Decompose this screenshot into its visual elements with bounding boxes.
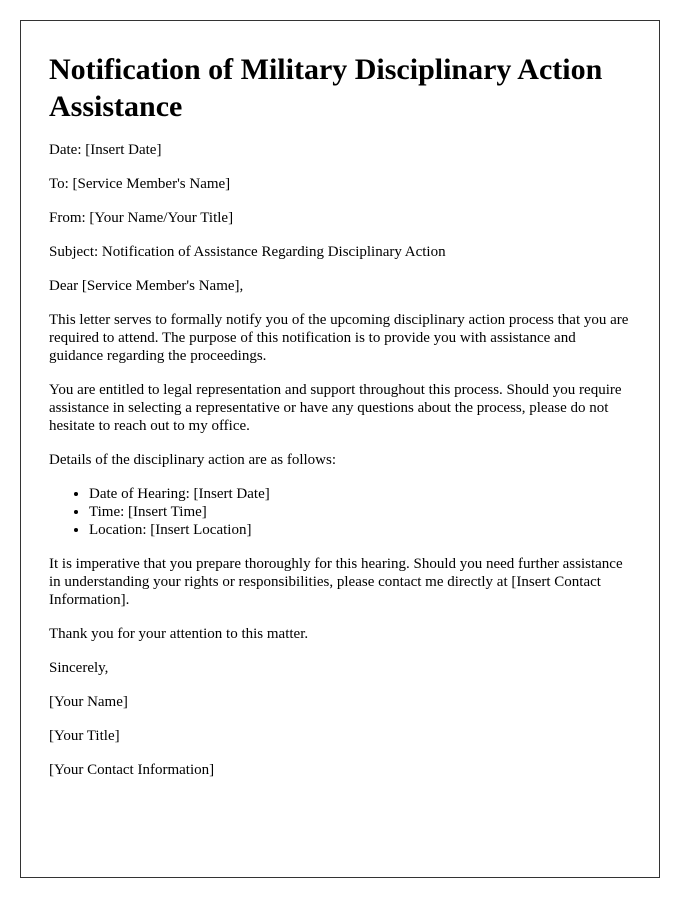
details-list-item: • Location: [Insert Location] bbox=[89, 521, 631, 539]
sign-off: Sincerely, bbox=[49, 660, 109, 676]
from-line: From: [Your Name/Your Title] bbox=[49, 210, 234, 226]
body-paragraph: This letter serves to formally notify you of the upcoming disciplinary action process that you are required to attend. The purpose of this notification is to provide you with assistance and guidance regarding the proceedings. bbox=[49, 312, 629, 364]
to-line: To: [Service Member's Name] bbox=[49, 176, 231, 192]
signature-title: [Your Title] bbox=[49, 728, 120, 744]
date-line: Date: [Insert Date] bbox=[49, 142, 162, 158]
letter-page bbox=[20, 20, 660, 878]
subject-line: Subject: Notification of Assistance Regarding Disciplinary Action bbox=[49, 244, 446, 260]
closing-paragraph: It is imperative that you prepare thoroughly for this hearing. Should you need further assistance in understanding your rights or responsibilities, please contact me directly at [Insert Contact Information]. bbox=[49, 556, 623, 608]
body-paragraph: You are entitled to legal representation and support throughout this process. Should you require assistance in selecting a representative or have any questions about the process, please do not hesitate to reach out to my office. bbox=[49, 382, 622, 434]
details-list bbox=[49, 485, 631, 539]
signature-contact: [Your Contact Information] bbox=[49, 762, 215, 778]
body-paragraph: Details of the disciplinary action are as follows: bbox=[49, 452, 336, 468]
salutation: Dear [Service Member's Name], bbox=[49, 278, 244, 294]
signature-name: [Your Name] bbox=[49, 694, 128, 710]
details-list-item: • Date of Hearing: [Insert Date] bbox=[89, 485, 631, 503]
details-list-item: • Time: [Insert Time] bbox=[89, 503, 631, 521]
closing-paragraph: Thank you for your attention to this matter. bbox=[49, 626, 309, 642]
letter-title: Notification of Military Disciplinary Action Assistance bbox=[49, 53, 603, 123]
